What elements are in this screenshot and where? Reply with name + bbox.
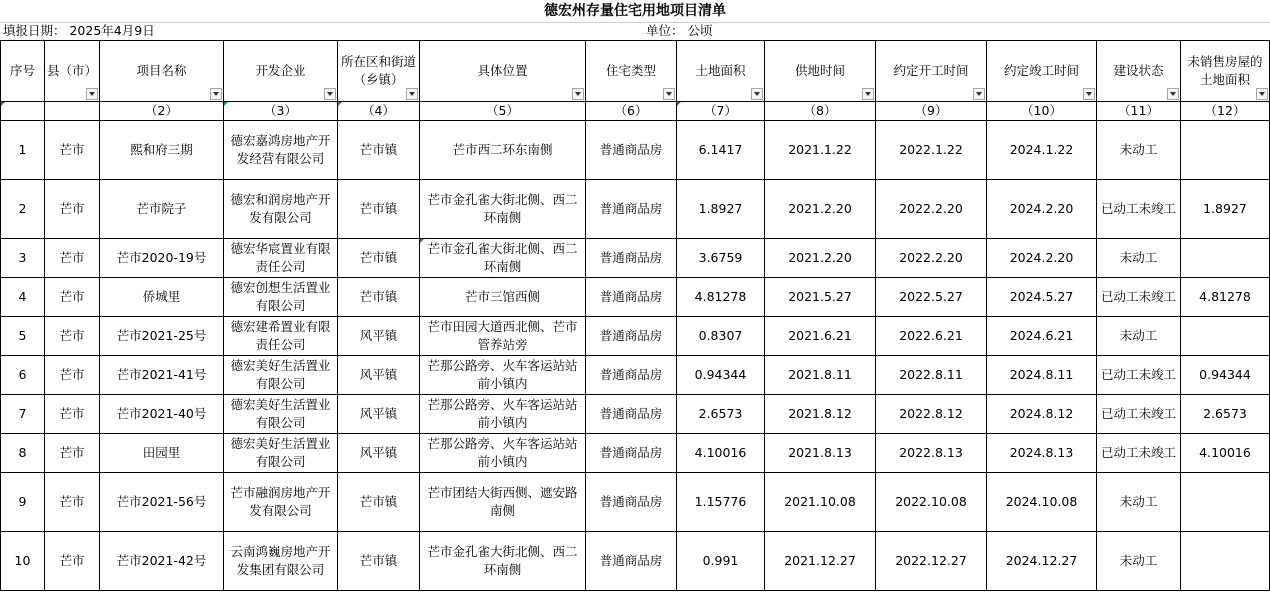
table-cell: 2021.10.08 (765, 473, 876, 532)
table-cell: 1.8927 (677, 180, 765, 239)
table-cell: 2022.5.27 (876, 278, 987, 317)
table-cell: 10 (1, 532, 45, 591)
table-cell: 芒市 (45, 356, 100, 395)
table-cell: 德宏和润房地产开发有限公司 (224, 180, 338, 239)
table-cell: 普通商品房 (586, 278, 677, 317)
table-cell: 2022.6.21 (876, 317, 987, 356)
table-cell: 德宏美好生活置业有限公司 (224, 395, 338, 434)
table-cell: 风平镇 (338, 434, 420, 473)
table-cell: 未动工 (1097, 239, 1181, 278)
cell-marker-icon (420, 239, 424, 243)
table-cell: 熙和府三期 (100, 121, 224, 180)
table-cell: 2021.2.20 (765, 239, 876, 278)
filter-dropdown-icon[interactable] (406, 88, 418, 100)
table-cell: 芒市 (45, 473, 100, 532)
table-cell: 芒市镇 (338, 180, 420, 239)
table-cell: 芒市镇 (338, 278, 420, 317)
table-cell: 1 (1, 121, 45, 180)
table-cell: 德宏美好生活置业有限公司 (224, 434, 338, 473)
table-cell: 风平镇 (338, 356, 420, 395)
filter-dropdown-icon[interactable] (1083, 88, 1095, 100)
table-cell: 芒市 (45, 278, 100, 317)
column-number-cell (45, 102, 100, 121)
table-cell: 9 (1, 473, 45, 532)
table-cell: 芒市2021-41号 (100, 356, 224, 395)
column-number-cell (1, 102, 45, 121)
cell-marker-icon (677, 102, 681, 106)
table-cell: 4.81278 (677, 278, 765, 317)
column-number-cell: （5） (420, 102, 586, 121)
table-cell: 2024.2.20 (987, 180, 1097, 239)
table-cell: 德宏华宸置业有限责任公司 (224, 239, 338, 278)
table-cell: 已动工未竣工 (1097, 278, 1181, 317)
header-cell: 土地面积 (677, 41, 765, 102)
header-cell: 约定竣工时间 (987, 41, 1097, 102)
table-cell: 芒市西二环东南侧 (420, 121, 586, 180)
table-cell: 普通商品房 (586, 473, 677, 532)
table-cell: 芒市2021-42号 (100, 532, 224, 591)
table-cell: 1.15776 (677, 473, 765, 532)
table-cell: 4.10016 (1181, 434, 1270, 473)
table-cell: 8 (1, 434, 45, 473)
table-row (1, 180, 1270, 239)
table-cell: 已动工未竣工 (1097, 356, 1181, 395)
header-cell: 县（市） (45, 41, 100, 102)
header-cell: 未销售房屋的土地面积 (1181, 41, 1270, 102)
table-cell: 普通商品房 (586, 121, 677, 180)
table-cell: 德宏美好生活置业有限公司 (224, 356, 338, 395)
table-cell: 芒市金孔雀大街北侧、西二环南侧 (420, 239, 586, 278)
column-number-cell: （8） (765, 102, 876, 121)
table-cell: 未动工 (1097, 532, 1181, 591)
table-cell: 2021.8.11 (765, 356, 876, 395)
table-cell: 2024.5.27 (987, 278, 1097, 317)
table-cell: 2022.12.27 (876, 532, 987, 591)
cell-marker-icon (224, 102, 228, 106)
filter-dropdown-icon[interactable] (210, 88, 222, 100)
table-cell: 芒市 (45, 532, 100, 591)
filter-dropdown-icon[interactable] (862, 88, 874, 100)
table-cell: 普通商品房 (586, 395, 677, 434)
table-cell: 已动工未竣工 (1097, 180, 1181, 239)
sheet-title: 德宏州存量住宅用地项目清单 (0, 0, 1270, 23)
table-cell (1181, 239, 1270, 278)
header-cell: 供地时间 (765, 41, 876, 102)
table-cell: 芒市镇 (338, 532, 420, 591)
table-cell (1181, 121, 1270, 180)
table-cell: 芒市2021-25号 (100, 317, 224, 356)
table-cell: 芒市镇 (338, 239, 420, 278)
filter-dropdown-icon[interactable] (86, 88, 98, 100)
table-cell: 普通商品房 (586, 434, 677, 473)
table-cell (1181, 532, 1270, 591)
header-cell: 住宅类型 (586, 41, 677, 102)
filter-dropdown-icon[interactable] (1167, 88, 1179, 100)
table-cell: 未动工 (1097, 473, 1181, 532)
header-cell: 建设状态 (1097, 41, 1181, 102)
table-cell: 芒市 (45, 180, 100, 239)
table-cell: 未动工 (1097, 317, 1181, 356)
table-cell: 0.991 (677, 532, 765, 591)
table-cell: 德宏嘉鸿房地产开发经营有限公司 (224, 121, 338, 180)
column-number-cell: （4） (338, 102, 420, 121)
table-cell: 3 (1, 239, 45, 278)
table-row (1, 473, 1270, 532)
table-cell: 芒市2020-19号 (100, 239, 224, 278)
table-cell: 普通商品房 (586, 356, 677, 395)
header-cell: 所在区和街道（乡镇） (338, 41, 420, 102)
table-cell: 2.6573 (677, 395, 765, 434)
table-cell: 0.94344 (1181, 356, 1270, 395)
table-cell: 2 (1, 180, 45, 239)
table-cell: 芒那公路旁、火车客运站站前小镇内 (420, 356, 586, 395)
table-cell: 5 (1, 317, 45, 356)
table-cell: 芒市 (45, 121, 100, 180)
table-row (1, 317, 1270, 356)
table-cell: 芒市 (45, 239, 100, 278)
table-cell: 2022.10.08 (876, 473, 987, 532)
column-number-cell: （3） (224, 102, 338, 121)
table-cell: 2022.8.11 (876, 356, 987, 395)
cell-marker-icon (1, 102, 5, 106)
table-row (1, 278, 1270, 317)
table-cell: 芒市2021-56号 (100, 473, 224, 532)
table-cell: 云南鸿巍房地产开发集团有限公司 (224, 532, 338, 591)
column-number-cell: （11） (1097, 102, 1181, 121)
table-cell: 未动工 (1097, 121, 1181, 180)
column-number-cell: （9） (876, 102, 987, 121)
table-cell: 德宏创想生活置业有限公司 (224, 278, 338, 317)
table-row (1, 434, 1270, 473)
table-cell: 4 (1, 278, 45, 317)
column-number-cell: （6） (586, 102, 677, 121)
table-cell: 2022.8.12 (876, 395, 987, 434)
table-cell: 2021.2.20 (765, 180, 876, 239)
filter-dropdown-icon[interactable] (751, 88, 763, 100)
fill-date: 填报日期： 2025年4月9日 (3, 23, 155, 38)
table-cell: 2021.1.22 (765, 121, 876, 180)
table-cell: 芒市团结大街西侧、遮安路南侧 (420, 473, 586, 532)
table-cell: 2024.6.21 (987, 317, 1097, 356)
table-cell: 芒市镇 (338, 121, 420, 180)
table-cell: 0.94344 (677, 356, 765, 395)
table-cell: 已动工未竣工 (1097, 395, 1181, 434)
table-cell: 芒市 (45, 395, 100, 434)
table-cell: 2024.10.08 (987, 473, 1097, 532)
table-cell: 芒那公路旁、火车客运站站前小镇内 (420, 434, 586, 473)
column-number-cell: （7） (677, 102, 765, 121)
table-cell: 德宏建希置业有限责任公司 (224, 317, 338, 356)
table-cell: 4.81278 (1181, 278, 1270, 317)
column-number-cell: （12） (1181, 102, 1270, 121)
table-cell (1181, 473, 1270, 532)
filter-dropdown-icon[interactable] (1256, 88, 1268, 100)
column-number-cell: （2） (100, 102, 224, 121)
table-cell: 2022.2.20 (876, 180, 987, 239)
table-cell: 芒市三馆西侧 (420, 278, 586, 317)
filter-dropdown-icon[interactable] (973, 88, 985, 100)
header-cell: 约定开工时间 (876, 41, 987, 102)
table-cell: 2024.8.11 (987, 356, 1097, 395)
table-row (1, 395, 1270, 434)
table-cell: 普通商品房 (586, 532, 677, 591)
table-cell: 2022.2.20 (876, 239, 987, 278)
table-cell: 2024.8.13 (987, 434, 1097, 473)
table-cell: 2021.6.21 (765, 317, 876, 356)
header-row (1, 41, 1270, 102)
table-cell: 芒市融润房地产开发有限公司 (224, 473, 338, 532)
table-cell: 芒市金孔雀大街北侧、西二环南侧 (420, 532, 586, 591)
table-cell: 田园里 (100, 434, 224, 473)
table-cell: 2021.5.27 (765, 278, 876, 317)
table-cell: 1.8927 (1181, 180, 1270, 239)
table-cell: 6 (1, 356, 45, 395)
table-row (1, 356, 1270, 395)
table-cell: 6.1417 (677, 121, 765, 180)
meta-row (0, 22, 1270, 40)
table-cell: 芒市院子 (100, 180, 224, 239)
table-cell: 普通商品房 (586, 317, 677, 356)
column-number-row (1, 102, 1270, 121)
table-cell: 3.6759 (677, 239, 765, 278)
table-cell: 普通商品房 (586, 239, 677, 278)
table-cell: 2024.2.20 (987, 239, 1097, 278)
table-cell: 芒市镇 (338, 473, 420, 532)
table-cell: 芒市田园大道西北侧、芒市管养站旁 (420, 317, 586, 356)
table-cell: 4.10016 (677, 434, 765, 473)
table-cell (1181, 317, 1270, 356)
table-row (1, 532, 1270, 591)
table-cell: 2021.8.13 (765, 434, 876, 473)
table-cell: 风平镇 (338, 395, 420, 434)
cell-marker-icon (338, 102, 342, 106)
table-row (1, 121, 1270, 180)
table-cell: 芒市 (45, 317, 100, 356)
table-row (1, 239, 1270, 278)
header-cell: 序号 (1, 41, 45, 102)
table-cell: 芒市2021-40号 (100, 395, 224, 434)
table-cell: 2024.1.22 (987, 121, 1097, 180)
filter-dropdown-icon[interactable] (663, 88, 675, 100)
filter-dropdown-icon[interactable] (572, 88, 584, 100)
table-cell: 2022.8.13 (876, 434, 987, 473)
table-cell: 风平镇 (338, 317, 420, 356)
header-cell: 项目名称 (100, 41, 224, 102)
header-cell: 具体位置 (420, 41, 586, 102)
table-cell: 芒市 (45, 434, 100, 473)
table-cell: 2022.1.22 (876, 121, 987, 180)
table-cell: 2024.8.12 (987, 395, 1097, 434)
filter-dropdown-icon[interactable] (324, 88, 336, 100)
table-cell: 2.6573 (1181, 395, 1270, 434)
project-table (0, 40, 1270, 591)
table-cell: 2024.12.27 (987, 532, 1097, 591)
column-number-cell: （10） (987, 102, 1097, 121)
unit-label: 单位： 公顷 (646, 23, 713, 38)
table-cell: 2021.8.12 (765, 395, 876, 434)
table-cell: 普通商品房 (586, 180, 677, 239)
table-cell: 芒市金孔雀大街北侧、西二环南侧 (420, 180, 586, 239)
table-cell: 7 (1, 395, 45, 434)
header-cell: 开发企业 (224, 41, 338, 102)
table-cell: 已动工未竣工 (1097, 434, 1181, 473)
table-cell: 侨城里 (100, 278, 224, 317)
table-cell: 芒那公路旁、火车客运站站前小镇内 (420, 395, 586, 434)
table-cell: 0.8307 (677, 317, 765, 356)
table-cell: 2021.12.27 (765, 532, 876, 591)
